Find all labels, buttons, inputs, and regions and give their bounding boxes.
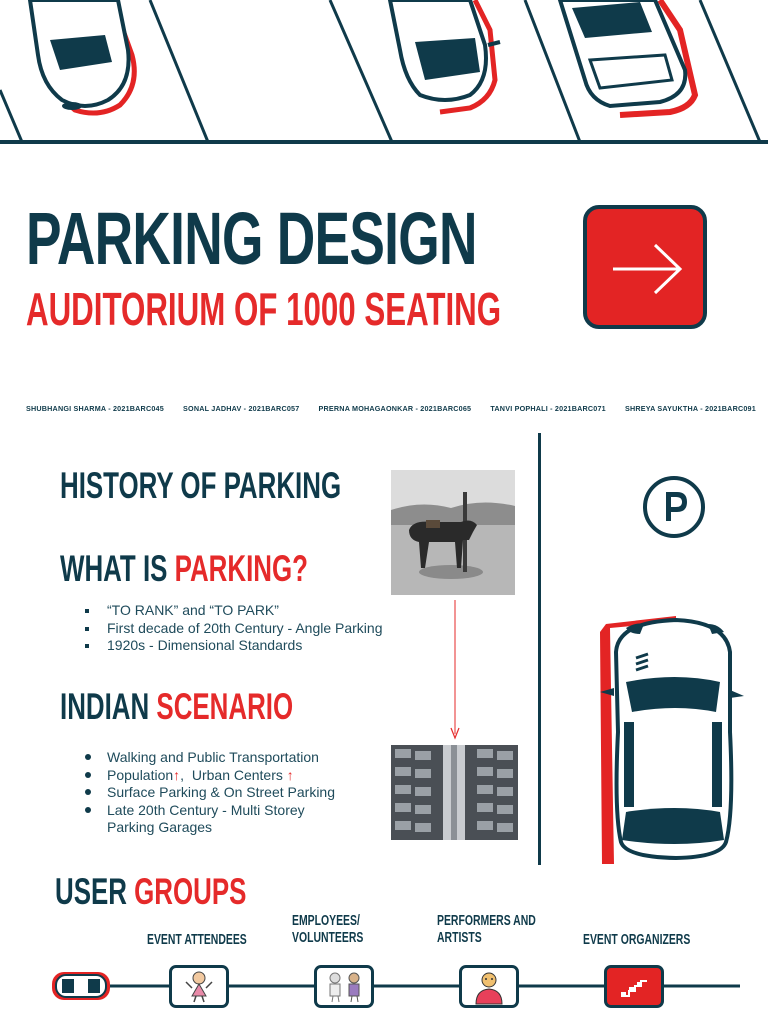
page-subtitle: AUDITORIUM OF 1000 SEATING <box>26 283 502 335</box>
list-text: Parking Garages <box>107 819 213 835</box>
performers-card[interactable] <box>459 965 519 1008</box>
what-is-parking-heading <box>60 548 308 590</box>
list-text: Late 20th Century - Multi Storey <box>107 801 305 818</box>
timeline-arrow <box>450 600 460 742</box>
parked-car-icon <box>560 0 695 115</box>
list-item <box>79 802 379 837</box>
next-button[interactable] <box>583 205 707 329</box>
label-line: EMPLOYEES/ <box>292 913 360 929</box>
horse-hitching-photo <box>391 470 515 595</box>
up-arrow-icon: ↑ <box>286 766 294 783</box>
heading-text: USER <box>55 871 135 912</box>
multistorey-garage-photo <box>391 745 518 840</box>
event-organizers-card[interactable] <box>604 965 664 1008</box>
label-line: PERFORMERS AND <box>437 913 536 929</box>
list-item: Walking and Public Transportation <box>79 749 379 767</box>
performer-icon <box>462 968 516 1005</box>
list-text: Urban Centers <box>191 766 283 783</box>
author: SHUBHANGI SHARMA - 2021BARC045 <box>26 404 164 413</box>
parking-banner-illustration <box>0 0 768 145</box>
stairs-icon <box>607 968 661 1005</box>
performers-label <box>437 913 536 947</box>
author: PRERNA MOHAGAONKAR - 2021BARC065 <box>318 404 472 413</box>
label-line: ARTISTS <box>437 930 482 946</box>
parking-sign-icon <box>642 475 706 539</box>
user-groups-heading <box>55 871 246 913</box>
indian-scenario-heading <box>60 686 293 728</box>
page-title: PARKING DESIGN <box>26 197 477 280</box>
up-arrow-icon: ↑ <box>173 766 181 783</box>
event-attendees-label: EVENT ATTENDEES <box>147 932 247 948</box>
heading-highlight: GROUPS <box>134 871 247 912</box>
history-heading: HISTORY OF PARKING <box>60 465 342 506</box>
what-is-parking-list <box>79 602 419 655</box>
employees-card[interactable] <box>314 965 374 1008</box>
vertical-divider <box>538 433 541 865</box>
event-attendees-card[interactable] <box>169 965 229 1008</box>
employees-label <box>292 913 363 947</box>
heading-text: INDIAN <box>60 686 157 727</box>
list-item: 1920s - Dimensional Standards <box>79 637 419 655</box>
arrow-right-icon <box>587 209 703 325</box>
indian-scenario-list <box>79 749 379 837</box>
list-item: First decade of 20th Century - Angle Parking <box>79 620 419 638</box>
heading-highlight: PARKING? <box>174 548 308 589</box>
list-item: Population↑, Urban Centers ↑ <box>79 767 379 785</box>
list-text: Population <box>107 766 174 783</box>
list-item: “TO RANK” and “TO PARK” <box>79 602 419 620</box>
parked-car-icon <box>30 0 134 113</box>
small-car-icon <box>52 972 110 1000</box>
author: SHREYA SAYUKTHA - 2021BARC091 <box>624 404 756 413</box>
author-list <box>26 404 756 413</box>
parked-car-icon <box>390 0 500 112</box>
car-icon <box>596 612 746 867</box>
event-organizers-label: EVENT ORGANIZERS <box>583 932 691 948</box>
heading-highlight: SCENARIO <box>156 686 294 727</box>
label-line: VOLUNTEERS <box>292 930 364 946</box>
person-icon <box>172 968 226 1005</box>
list-item: Surface Parking & On Street Parking <box>79 784 379 802</box>
author: TANVI POPHALI - 2021BARC071 <box>490 404 606 413</box>
person-icon <box>317 968 371 1005</box>
heading-text: WHAT IS <box>60 548 175 589</box>
author: SONAL JADHAV - 2021BARC057 <box>183 404 300 413</box>
